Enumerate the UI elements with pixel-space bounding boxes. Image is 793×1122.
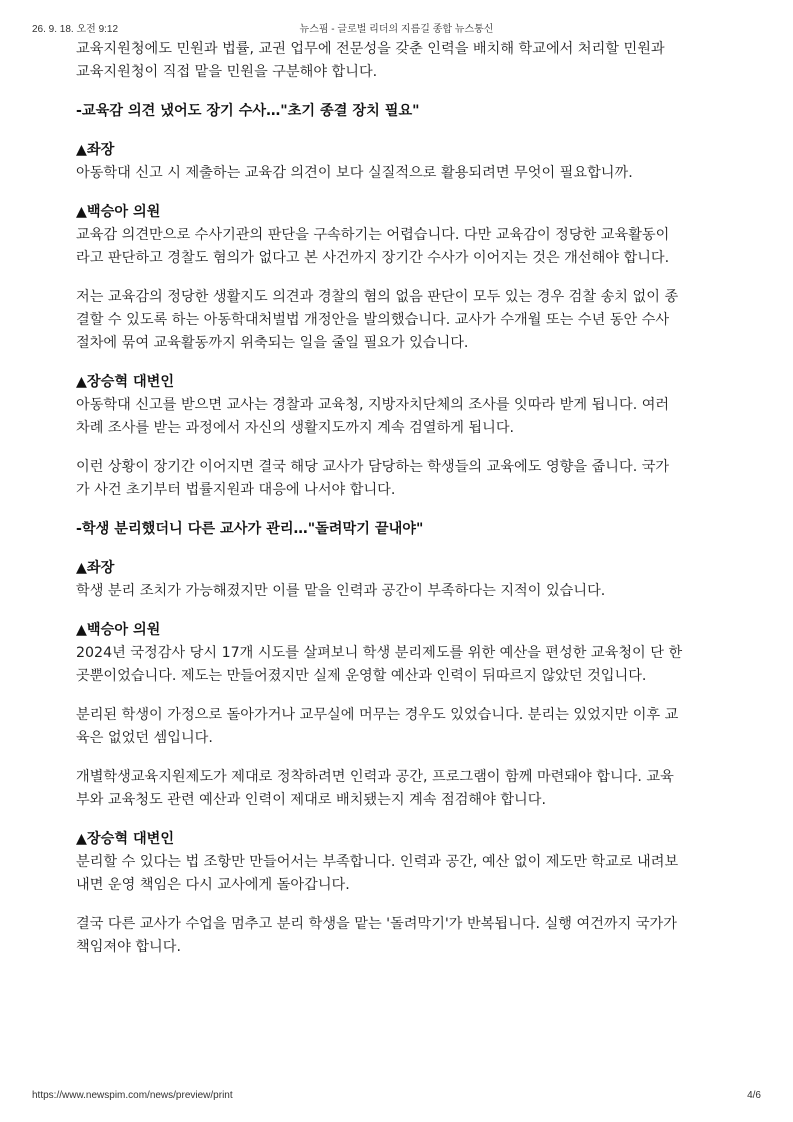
text-line: 분리할 수 있다는 법 조항만 만들어서는 부족합니다. 인력과 공간, 예산 없이 제도만 학교로 내려보 (76, 854, 679, 870)
text-line: 부와 교육청도 관련 예산과 인력이 제대로 배치됐는지 계속 점검해야 합니다. (76, 792, 546, 808)
text-line: 교육감 의견만으로 수사기관의 판단을 구속하기는 어렵습니다. 다만 교육감이 정당한 교육활동이 (76, 227, 670, 243)
paragraph (76, 851, 721, 897)
paragraph (76, 456, 721, 502)
qa-block (76, 139, 721, 185)
page-number: 4/6 (747, 1090, 761, 1101)
text-line: 개별학생교육지원제도가 제대로 정착하려면 인력과 공간, 프로그램이 함께 마련돼야 합니다. 교육 (76, 769, 674, 785)
print-url: https://www.newspim.com/news/preview/print (32, 1090, 233, 1101)
text-line: 2024년 국정감사 당시 17개 시도를 살펴보니 학생 분리제도를 위한 예산을 편성한 교육청이 단 한 (76, 645, 683, 661)
paragraph-block (76, 286, 721, 355)
text-line: 교육지원청이 직접 맡을 민원을 구분해야 합니다. (76, 64, 378, 80)
print-header (32, 20, 761, 34)
text-line: 라고 판단하고 경찰도 혐의가 없다고 본 사건까지 장기간 수사가 이어지는 것은 개선해야 합니다. (76, 250, 670, 266)
print-footer (32, 1090, 761, 1104)
text-line: 절차에 묶여 교육활동까지 위축되는 일을 줄일 필요가 있습니다. (76, 335, 469, 351)
text-line: 육은 없었던 셈입니다. (76, 730, 213, 746)
paragraph (76, 913, 721, 959)
section-title: -교육감 의견 냈어도 장기 수사…"초기 종결 장치 필요" (76, 103, 420, 119)
intro-paragraph (76, 38, 721, 84)
speaker-label: ▲백승아 의원 (76, 622, 161, 638)
print-page-title: 뉴스핌 - 글로벌 리더의 지름길 종합 뉴스통신 (299, 24, 494, 35)
speaker-label: ▲좌장 (76, 560, 115, 576)
text-line: 교육지원청에도 민원과 법률, 교권 업무에 전문성을 갖춘 인력을 배치해 학교에서 처리할 민원과 (76, 41, 665, 57)
text-line: 내면 운영 책임은 다시 교사에게 돌아갑니다. (76, 877, 350, 893)
text-line: 아동학대 신고를 받으면 교사는 경찰과 교육청, 지방자치단체의 조사를 잇따라 받게 됩니다. 여러 (76, 397, 670, 413)
text-line: 차례 조사를 받는 과정에서 자신의 생활지도까지 계속 검열하게 됩니다. (76, 420, 515, 436)
paragraph (76, 162, 721, 185)
paragraph (76, 224, 721, 270)
paragraph (76, 38, 721, 84)
paragraph-block (76, 704, 721, 750)
speaker-label: ▲장승혁 대변인 (76, 374, 175, 390)
text-line: 가 사건 초기부터 법률지원과 대응에 나서야 합니다. (76, 482, 396, 498)
qa-block (76, 619, 721, 688)
qa-block (76, 557, 721, 603)
paragraph-block (76, 913, 721, 959)
paragraph-block (76, 766, 721, 812)
paragraph (76, 394, 721, 440)
paragraph (76, 580, 721, 603)
qa-block (76, 371, 721, 440)
qa-block (76, 201, 721, 270)
section-heading-1 (76, 100, 721, 123)
paragraph-block (76, 456, 721, 502)
text-line: 저는 교육감의 정당한 생활지도 의견과 경찰의 혐의 없음 판단이 모두 있는 경우 검찰 송치 없이 종 (76, 289, 679, 305)
qa-block (76, 828, 721, 897)
text-line: 곳뿐이었습니다. 제도는 만들어졌지만 실제 운영할 예산과 인력이 뒤따르지 않았던 것입니다. (76, 668, 647, 684)
text-line: 학생 분리 조치가 가능해졌지만 이를 맡을 인력과 공간이 부족하다는 지적이 있습니다. (76, 583, 606, 599)
text-line: 책임져야 합니다. (76, 939, 181, 955)
paragraph (76, 766, 721, 812)
text-line: 결국 다른 교사가 수업을 멈추고 분리 학생을 맡는 '돌려막기'가 반복됩니다. 실행 여건까지 국가가 (76, 916, 677, 932)
text-line: 이런 상황이 장기간 이어지면 결국 해당 교사가 담당하는 학생들의 교육에도 영향을 줍니다. 국가 (76, 459, 670, 475)
text-line: 분리된 학생이 가정으로 돌아가거나 교무실에 머무는 경우도 있었습니다. 분리는 있었지만 이후 교 (76, 707, 679, 723)
text-line: 결할 수 있도록 하는 아동학대처벌법 개정안을 발의했습니다. 교사가 수개월 또는 수년 동안 수사 (76, 312, 670, 328)
speaker-label: ▲좌장 (76, 142, 115, 158)
article-body (76, 38, 721, 975)
paragraph (76, 704, 721, 750)
paragraph (76, 286, 721, 355)
section-title: -학생 분리했더니 다른 교사가 관리…"돌려막기 끝내야" (76, 521, 424, 537)
print-date: 26. 9. 18. 오전 9:12 (32, 24, 119, 35)
speaker-label: ▲백승아 의원 (76, 204, 161, 220)
section-heading-2 (76, 518, 721, 541)
paragraph (76, 642, 721, 688)
speaker-label: ▲장승혁 대변인 (76, 831, 175, 847)
text-line: 아동학대 신고 시 제출하는 교육감 의견이 보다 실질적으로 활용되려면 무엇이 필요합니까. (76, 165, 633, 181)
